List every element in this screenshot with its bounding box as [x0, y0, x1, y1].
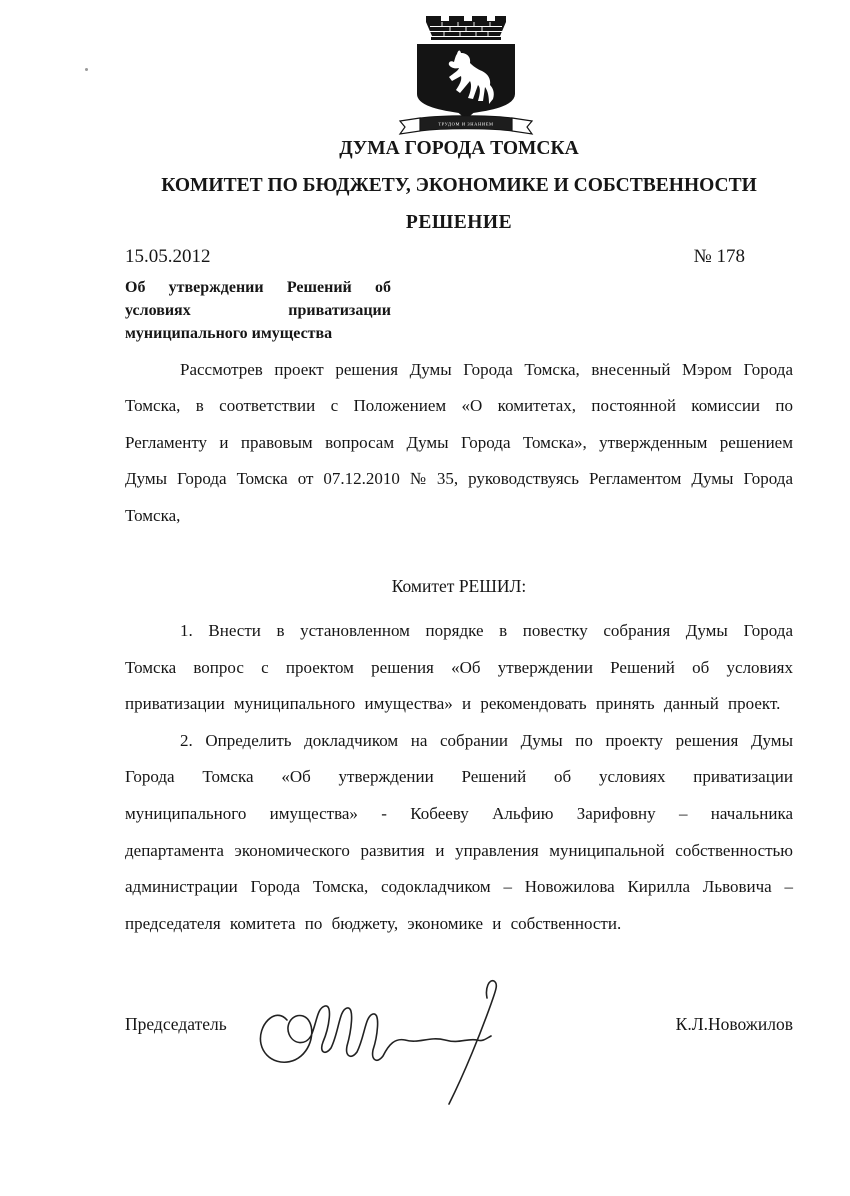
organization-title: ДУМА ГОРОДА ТОМСКА: [339, 138, 579, 159]
meta-row: [125, 246, 793, 268]
resolution-item-2: 2. Определить докладчиком на собрании Думы по проекту решения Думы Города Томска «Об утверждении Решений об условиях приватизации муниципального имущества» - Кобееву Альфию Зарифовну – начальника департамента экономического развития и управления муниципальной собственностью администрации Города Томска, содокладчиком – Новожилова Кирилла Львовича – председателя комитета по бюджету, экономике и собственности.: [125, 730, 793, 933]
ribbon-motto-text: ТРУДОМ И ЗНАНИЕМ: [438, 121, 494, 127]
signature-block: [125, 998, 793, 1074]
signer-role: Председатель: [125, 1014, 227, 1035]
resolution-heading: Комитет РЕШИЛ:: [391, 576, 527, 597]
document-number: № 178: [693, 246, 745, 267]
signer-name: К.Л.Новожилов: [675, 1014, 793, 1035]
committee-title: КОМИТЕТ ПО БЮДЖЕТУ, ЭКОНОМИКЕ И СОБСТВЕННОСТИ: [161, 175, 757, 196]
mural-crown-icon: [422, 14, 510, 41]
tomsk-coat-of-arms: [139, 14, 793, 136]
document-subject: Об утверждении Решений об условиях приватизации муниципального имущества: [125, 279, 391, 343]
motto-ribbon: [398, 114, 534, 136]
scan-speck: [85, 68, 88, 71]
resolution-item-1: 1. Внести в установленном порядке в повестку собрания Думы Города Томска вопрос с проектом решения «Об утверждении Решений об условиях приватизации муниципального имущества» и рекомендовать принять данный проект.: [125, 621, 793, 714]
preamble-paragraph: Рассмотрев проект решения Думы Города Томска, внесенный Мэром Города Томска, в соответствии с Положением «О комитетах, постоянной комиссии по Регламенту и правовым вопросам Думы Города Томска», утвержденным решением Думы Города Томска от 07.12.2010 № 35, руководствуясь Регламентом Думы Города Томска,: [125, 359, 793, 525]
signature-scribble: [253, 976, 563, 1106]
document-type-title: РЕШЕНИЕ: [405, 212, 513, 233]
shield-horse-icon: [415, 42, 517, 120]
document-date: 15.05.2012: [125, 246, 211, 267]
